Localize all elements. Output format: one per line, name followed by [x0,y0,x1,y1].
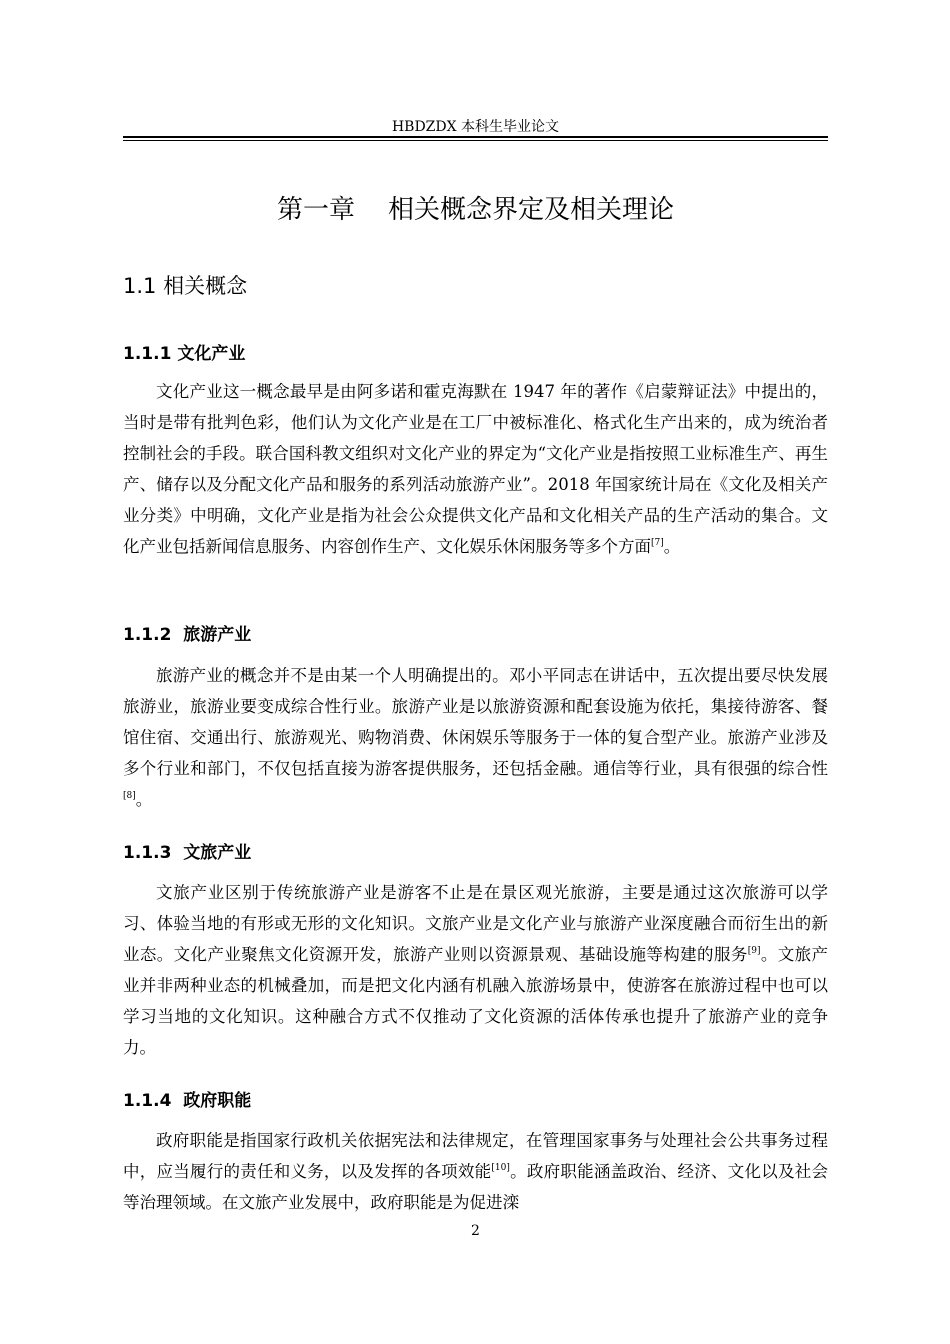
paragraph-text: 政府职能是指国家行政机关依据宪法和法律规定，在管理国家事务与处理社会公共事务过程中，应当履行的责任和义务，以及发挥的各项效能 [123,1131,828,1181]
citation-ref: [7] [651,538,664,548]
paragraph-text: 。 [663,537,681,556]
paragraph-text: 。政府职能涵盖政治、经济、文化以及社会等治理领域。在文旅产业发展中，政府职能是为促进滦 [123,1162,829,1212]
paragraph-tourism-industry [123,660,828,815]
citation-ref: [9] [747,946,761,956]
subsection-title-cultural-tourism: 1.1.3 文旅产业 [123,843,252,863]
paragraph-text: 。文旅产业并非两种业态的机械叠加，而是把文化内涵有机融入旅游场景中，使游客在旅游过程中也可以学习当地的文化知识。这种融合方式不仅推动了文化资源的活体传承也提升了旅游产业的竞争力。 [123,945,829,1057]
citation-ref: [10] [491,1163,510,1173]
page-number: 2 [471,1223,480,1239]
paragraph-cultural-tourism [123,877,828,1063]
subsection-title-government-functions: 1.1.4 政府职能 [123,1091,252,1111]
citation-ref: [8] [123,791,136,801]
header-rule-thin [123,140,828,141]
section-title: 1.1 相关概念 [123,274,248,298]
subsection-title-cultural-industry: 1.1.1 文化产业 [123,344,246,364]
subsection-title-tourism-industry: 1.1.2 旅游产业 [123,625,252,645]
chapter-title: 第一章 相关概念界定及相关理论 [276,195,675,225]
paragraph-government-functions [123,1125,828,1218]
header-rule-thick [123,136,828,138]
paragraph-text: 。 [135,790,153,809]
paragraph-text: 旅游产业的概念并不是由某一个人明确提出的。邓小平同志在讲话中，五次提出要尽快发展旅游业，旅游业要变成综合性行业。旅游产业是以旅游资源和配套设施为依托，集接待游客、餐馆住宿、交通出行、旅游观光、购物消费、休闲娱乐等服务于一体的复合型产业。旅游产业涉及多个行业和部门，不仅包括直接为游客提供服务，还包括金融。通信等行业，具有很强的综合性 [123,666,828,778]
paragraph-text: 文化产业这一概念最早是由阿多诺和霍克海默在 1947 年的著作《启蒙辩证法》中提出的，当时是带有批判色彩，他们认为文化产业是在工厂中被标准化、格式化生产出来的，成为统治者控制社会的手段。联合国科教文组织对文化产业的界定为“文化产业是指按照工业标准生产、再生产、储存以及分配文化产品和服务的系列活动旅游产业”。2018 年国家统计局在《文化及相关产业分类》中明确，文化产业是指为社会公众提供文化产品和文化相关产品的生产活动的集合。文化产业包括新闻信息服务、内容创作生产、文化娱乐休闲服务等多个方面 [123,382,828,556]
paragraph-cultural-industry [123,376,828,562]
running-header: HBDZDX 本科生毕业论文 [391,119,560,135]
paragraph-text: 文旅产业区别于传统旅游产业是游客不止是在景区观光旅游，主要是通过这次旅游可以学习、体验当地的有形或无形的文化知识。文旅产业是文化产业与旅游产业深度融合而衍生出的新业态。文化产业聚焦文化资源开发，旅游产业则以资源景观、基础设施等构建的服务 [123,883,828,964]
